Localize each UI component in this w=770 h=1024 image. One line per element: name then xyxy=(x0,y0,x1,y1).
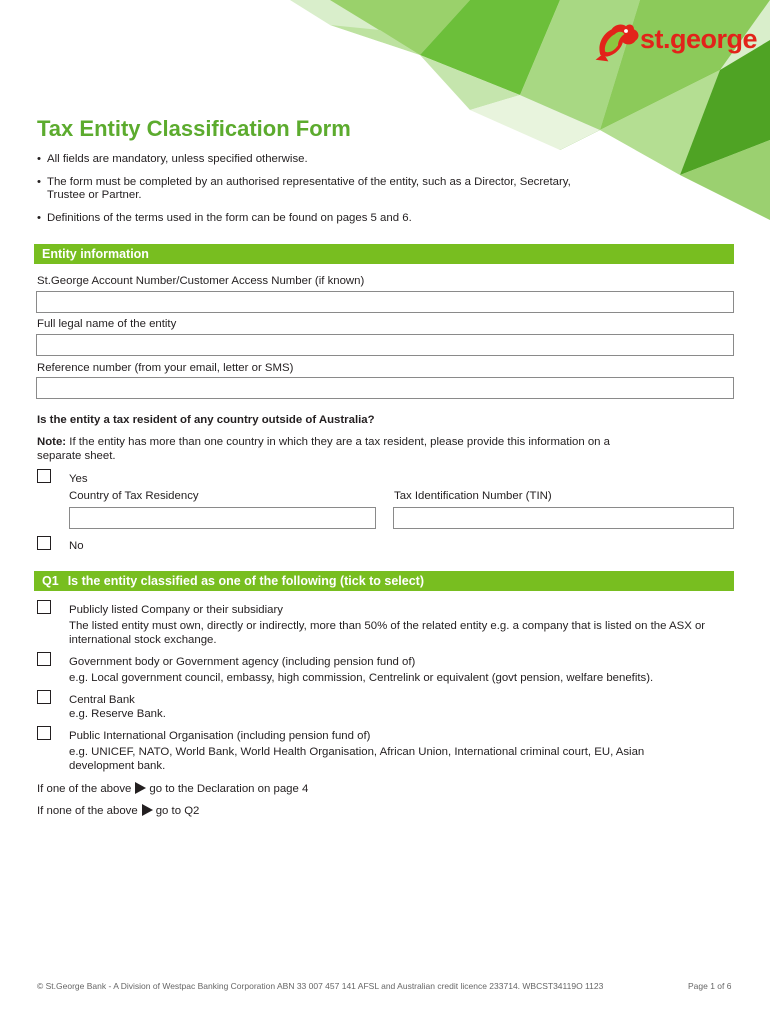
country-of-tax-residency-field[interactable] xyxy=(69,507,376,529)
reference-number-field[interactable] xyxy=(36,377,734,399)
option-checkbox-central-bank[interactable] xyxy=(37,690,51,704)
footer-legal: © St.George Bank - A Division of Westpac Banking Corporation ABN 33 007 457 141 AFSL and Australian credit licence 233714. WBCST34119O 1123 xyxy=(37,981,604,991)
yes-label: Yes xyxy=(69,473,88,485)
option-title: Government body or Government agency (including pension fund of) xyxy=(69,656,416,668)
q1-header xyxy=(34,571,734,591)
option-title: Public International Organisation (including pension fund of) xyxy=(69,730,371,742)
tax-residency-question: Is the entity a tax resident of any country outside of Australia? xyxy=(37,414,375,426)
option-checkbox-public-international-organisation[interactable] xyxy=(37,726,51,740)
option-checkbox-listed-company[interactable] xyxy=(37,600,51,614)
tin-field[interactable] xyxy=(393,507,734,529)
option-description: The listed entity must own, directly or indirectly, more than 50% of the related entity e.g. a company that is listed on the ASX or international stock exchange. xyxy=(69,620,706,646)
instruction-item: • Definitions of the terms used in the form can be found on pages 5 and 6. xyxy=(37,212,597,226)
note-prefix: Note: xyxy=(37,436,67,448)
page-title: Tax Entity Classification Form xyxy=(37,116,351,141)
tax-residency-note xyxy=(37,435,647,463)
if-one-instruction xyxy=(37,782,308,796)
arrow-right-icon xyxy=(135,782,146,794)
if-none-instruction xyxy=(37,804,199,818)
dragon-logo-icon xyxy=(594,16,642,70)
country-of-tax-residency-label: Country of Tax Residency xyxy=(69,490,199,502)
instruction-item: • All fields are mandatory, unless specified otherwise. xyxy=(37,153,597,167)
legal-name-field[interactable] xyxy=(36,334,734,356)
reference-number-label: Reference number (from your email, letter or SMS) xyxy=(37,362,294,374)
option-description: e.g. UNICEF, NATO, World Bank, World Health Organisation, African Union, International criminal court, EU, Asian development bank. xyxy=(69,746,645,772)
account-number-field[interactable] xyxy=(36,291,734,313)
note-text: If the entity has more than one country in which they are a tax resident, please provide this information on a separate sheet. xyxy=(37,436,611,462)
brand-logo-text: st.george xyxy=(640,24,758,54)
legal-name-label: Full legal name of the entity xyxy=(37,318,177,330)
instruction-list xyxy=(37,153,597,234)
instruction-item: • The form must be completed by an authorised representative of the entity, such as a Director, Secretary, Trustee or Partner. xyxy=(37,176,572,203)
arrow-right-icon xyxy=(142,804,153,816)
option-title: Central Bank xyxy=(69,694,135,706)
if-one-action: go to the Declaration on page 4 xyxy=(149,783,309,795)
entity-information-header xyxy=(34,244,734,264)
account-number-label: St.George Account Number/Customer Access Number (if known) xyxy=(37,275,365,287)
q1-heading: Is the entity classified as one of the following (tick to select) xyxy=(67,574,425,588)
if-one-prefix: If one of the above xyxy=(37,783,132,795)
tin-label: Tax Identification Number (TIN) xyxy=(394,490,552,502)
page-number: Page 1 of 6 xyxy=(688,981,732,991)
section-heading: Entity information xyxy=(42,247,149,261)
yes-checkbox[interactable] xyxy=(37,469,51,483)
option-description: e.g. Local government council, embassy, high commission, Centrelink or equivalent (govt pension, welfare benefits). xyxy=(69,672,654,684)
option-description: e.g. Reserve Bank. xyxy=(69,708,166,720)
option-checkbox-government-body[interactable] xyxy=(37,652,51,666)
option-title: Publicly listed Company or their subsidiary xyxy=(69,604,283,616)
no-checkbox[interactable] xyxy=(37,536,51,550)
if-none-prefix: If none of the above xyxy=(37,805,138,817)
no-label: No xyxy=(69,540,84,552)
if-none-action: go to Q2 xyxy=(155,805,200,817)
q1-number: Q1 xyxy=(42,574,59,588)
